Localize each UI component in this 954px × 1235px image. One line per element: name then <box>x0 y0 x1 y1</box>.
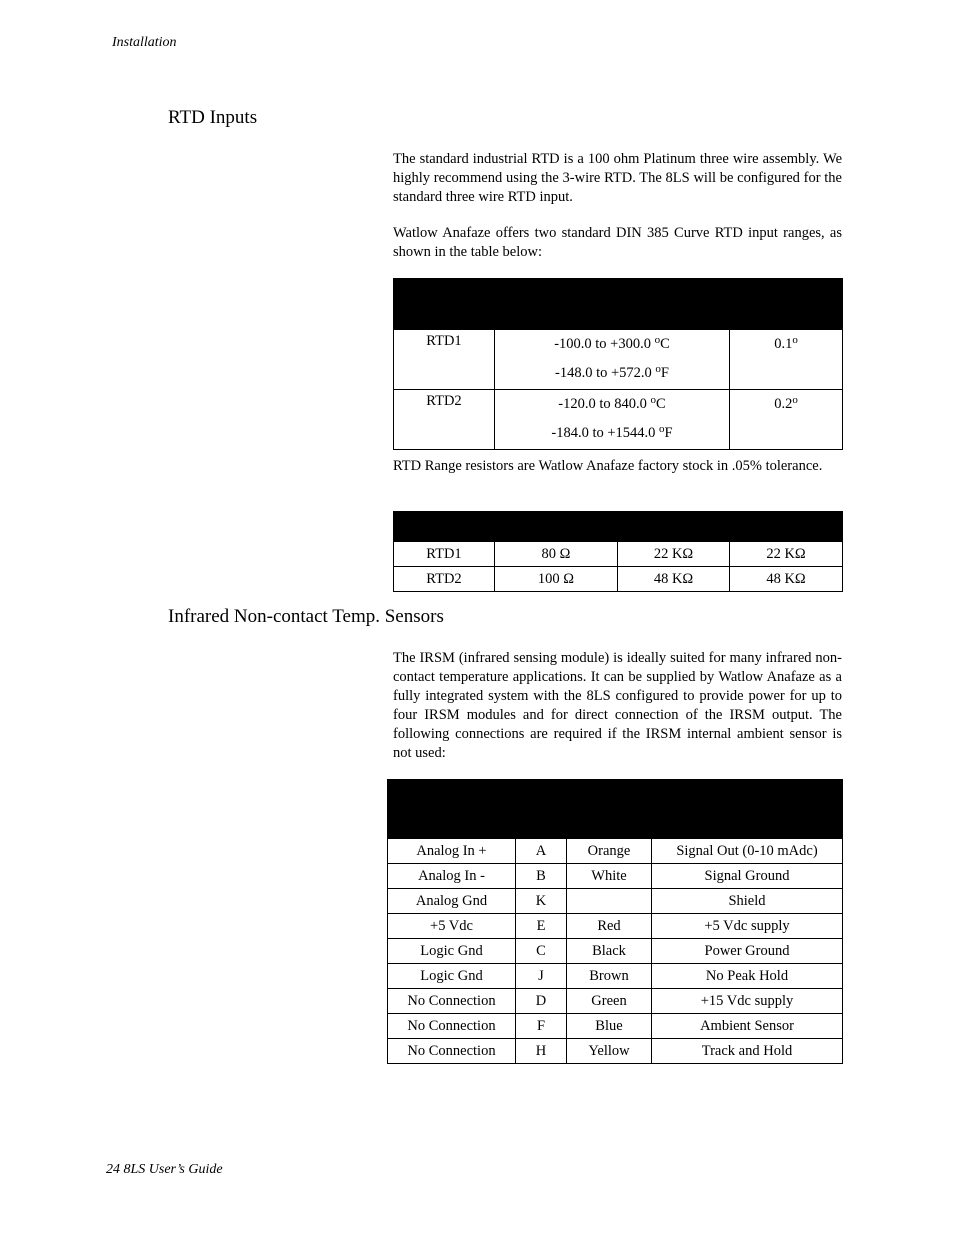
table-row <box>388 914 843 939</box>
table-cell: 22 KΩ <box>730 542 843 567</box>
table-cell: B <box>516 864 567 889</box>
rtd-intro-paragraph: The standard industrial RTD is a 100 ohm Platinum three wire assembly. We highly recommend using the 3-wire RTD. The 8LS will be configured for the standard three wire RTD input. <box>393 151 842 205</box>
table-cell: Logic Gnd <box>388 964 516 989</box>
table-cell: +5 Vdc supply <box>652 914 843 939</box>
table-cell: Track and Hold <box>652 1039 843 1064</box>
table-cell: Analog In - <box>388 864 516 889</box>
table-cell: No Connection <box>388 989 516 1014</box>
table-row <box>388 1014 843 1039</box>
table-cell: Ambient Sensor <box>652 1014 843 1039</box>
table-cell: +15 Vdc supply <box>652 989 843 1014</box>
table-cell: No Connection <box>388 1014 516 1039</box>
rtd-ranges-paragraph: Watlow Anafaze offers two standard DIN 385 Curve RTD input ranges, as shown in the table below: <box>393 225 842 260</box>
rtd-range-table <box>393 278 843 450</box>
table-cell: Logic Gnd <box>388 939 516 964</box>
table-cell: 80 Ω <box>495 542 618 567</box>
rtd-input-cell: RTD1 <box>394 330 495 390</box>
table-cell: Analog In + <box>388 839 516 864</box>
table-row <box>388 1039 843 1064</box>
table-cell: 48 KΩ <box>618 567 730 592</box>
table-cell: D <box>516 989 567 1014</box>
table-cell: Yellow <box>567 1039 652 1064</box>
table-row <box>388 864 843 889</box>
table-cell: K <box>516 889 567 914</box>
table-cell: Orange <box>567 839 652 864</box>
table-cell: Analog Gnd <box>388 889 516 914</box>
rtd-resistor-table <box>393 511 843 592</box>
table-cell: Blue <box>567 1014 652 1039</box>
table-row <box>388 939 843 964</box>
running-header: Installation <box>112 35 177 50</box>
irsm-connection-table <box>387 779 843 1064</box>
table-cell: Red <box>567 914 652 939</box>
running-footer: 24 8LS User’s Guide <box>106 1162 223 1177</box>
table-header-bar <box>388 780 843 839</box>
table-cell: H <box>516 1039 567 1064</box>
table-cell: A <box>516 839 567 864</box>
table-cell: Brown <box>567 964 652 989</box>
table-cell: RTD2 <box>394 567 495 592</box>
table-cell: F <box>516 1014 567 1039</box>
rtd-resolution-cell: 0.1$^o$ <box>730 330 843 390</box>
table-cell: White <box>567 864 652 889</box>
section-title-infrared-sensors: Infrared Non-contact Temp. Sensors <box>168 606 444 627</box>
table-cell: Power Ground <box>652 939 843 964</box>
table-cell: RTD1 <box>394 542 495 567</box>
table-row <box>394 567 843 592</box>
table-cell: +5 Vdc <box>388 914 516 939</box>
table-row <box>388 964 843 989</box>
table-cell: No Peak Hold <box>652 964 843 989</box>
rtd-range-cell: -120.0 to 840.0 $^o$C -184.0 to +1544.0 $^o$F <box>495 390 730 450</box>
table-row <box>394 330 843 390</box>
table-cell: Signal Out (0-10 mAdc) <box>652 839 843 864</box>
table-header-bar <box>394 512 843 542</box>
table-header-bar <box>394 279 843 330</box>
section-title-rtd-inputs: RTD Inputs <box>168 107 258 128</box>
rtd-range-cell: -100.0 to +300.0 $^o$C -148.0 to +572.0 $^o$F <box>495 330 730 390</box>
rtd-resolution-cell: 0.2$^o$ <box>730 390 843 450</box>
table-cell: 100 Ω <box>495 567 618 592</box>
resistor-note-paragraph: RTD Range resistors are Watlow Anafaze factory stock in .05% tolerance. <box>393 458 823 474</box>
table-cell: J <box>516 964 567 989</box>
table-row <box>388 889 843 914</box>
table-cell: No Connection <box>388 1039 516 1064</box>
table-cell: Black <box>567 939 652 964</box>
table-row <box>394 542 843 567</box>
table-cell: Signal Ground <box>652 864 843 889</box>
table-cell: 22 KΩ <box>618 542 730 567</box>
table-cell: Green <box>567 989 652 1014</box>
table-cell: 48 KΩ <box>730 567 843 592</box>
table-row <box>394 390 843 450</box>
table-row <box>388 989 843 1014</box>
table-cell: C <box>516 939 567 964</box>
table-cell <box>567 889 652 914</box>
table-cell: E <box>516 914 567 939</box>
table-cell: Shield <box>652 889 843 914</box>
irsm-paragraph: The IRSM (infrared sensing module) is ideally suited for many infrared non-contact temperature applications. It can be supplied by Watlow Anafaze as a fully integrated system with the 8LS configured to provide power for up to four IRSM modules and for direct connection of the IRSM output. The following connections are required if the IRSM internal ambient sensor is not used: <box>393 650 842 761</box>
table-row <box>388 839 843 864</box>
rtd-input-cell: RTD2 <box>394 390 495 450</box>
